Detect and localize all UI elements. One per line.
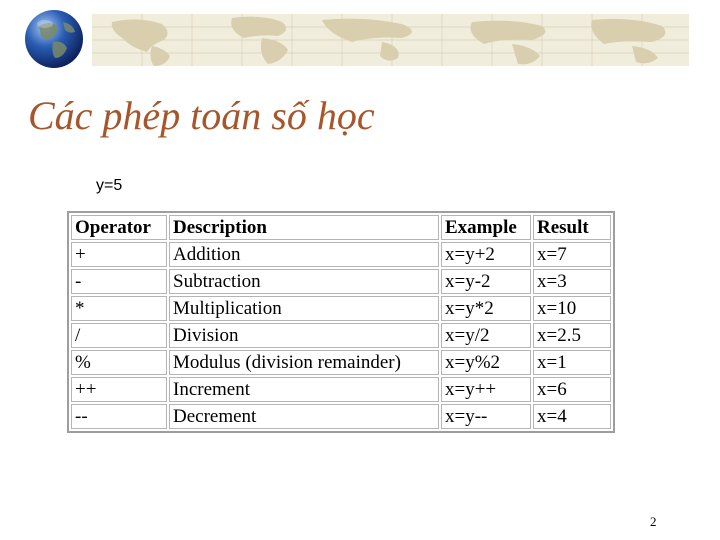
slide-title: Các phép toán số học xyxy=(28,93,375,138)
operator-cell: -- xyxy=(71,404,167,429)
header-description: Description xyxy=(169,215,439,240)
table-row xyxy=(71,269,611,294)
world-map-banner xyxy=(92,14,689,66)
operator-cell: ++ xyxy=(71,377,167,402)
header-result: Result xyxy=(533,215,611,240)
example-cell: x=y-- xyxy=(441,404,531,429)
result-cell: x=1 xyxy=(533,350,611,375)
result-cell: x=3 xyxy=(533,269,611,294)
example-cell: x=y%2 xyxy=(441,350,531,375)
result-cell: x=4 xyxy=(533,404,611,429)
table-header-row xyxy=(71,215,611,240)
table-row xyxy=(71,377,611,402)
table-row xyxy=(71,350,611,375)
operator-cell: % xyxy=(71,350,167,375)
description-cell: Increment xyxy=(169,377,439,402)
result-cell: x=7 xyxy=(533,242,611,267)
description-cell: Modulus (division remainder) xyxy=(169,350,439,375)
table-row xyxy=(71,296,611,321)
variable-note: y=5 xyxy=(96,177,123,194)
description-cell: Multiplication xyxy=(169,296,439,321)
description-cell: Division xyxy=(169,323,439,348)
description-cell: Subtraction xyxy=(169,269,439,294)
example-cell: x=y++ xyxy=(441,377,531,402)
operators-table xyxy=(67,211,615,433)
example-cell: x=y/2 xyxy=(441,323,531,348)
table-row xyxy=(71,242,611,267)
example-cell: x=y-2 xyxy=(441,269,531,294)
description-cell: Addition xyxy=(169,242,439,267)
operator-cell: - xyxy=(71,269,167,294)
operator-cell: + xyxy=(71,242,167,267)
header-operator: Operator xyxy=(71,215,167,240)
result-cell: x=10 xyxy=(533,296,611,321)
operator-cell: * xyxy=(71,296,167,321)
header-example: Example xyxy=(441,215,531,240)
example-cell: x=y*2 xyxy=(441,296,531,321)
example-cell: x=y+2 xyxy=(441,242,531,267)
operator-cell: / xyxy=(71,323,167,348)
result-cell: x=2.5 xyxy=(533,323,611,348)
globe-icon xyxy=(23,8,85,70)
page-number: 2 xyxy=(650,514,657,529)
table-row xyxy=(71,323,611,348)
table-row xyxy=(71,404,611,429)
description-cell: Decrement xyxy=(169,404,439,429)
result-cell: x=6 xyxy=(533,377,611,402)
